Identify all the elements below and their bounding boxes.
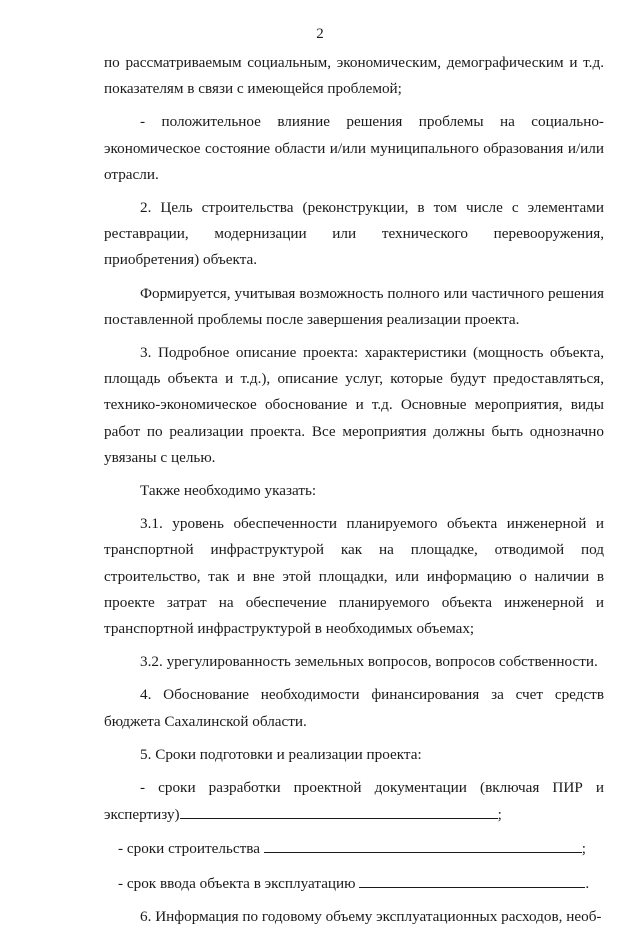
- page-number: 2: [316, 26, 324, 42]
- paragraph-funding-justification: 4. Обоснование необходимости финансирования за счет средств бюджета Сахалинской области.: [104, 686, 604, 730]
- paragraph-also-specify: Также необходимо указать:: [140, 482, 317, 500]
- paragraph-infrastructure: 3.1. уровень обеспеченности планируемого объекта инженерной и транспортной инфраструктурой как на площадке, отводимой под строительство, так и вне этой площадки, или информацию о наличии в проекте затрат на обеспечение планируемого объекта инженерной и транспортной инфраструктурой в необходимых объемах;: [104, 515, 604, 638]
- commissioning-timeline-end: .: [585, 874, 590, 892]
- paragraph-timeline-heading: 5. Сроки подготовки и реализации проекта:: [140, 745, 422, 763]
- paragraph-goal-formation: Формируется, учитывая возможность полного или частичного решения поставленной проблемы после завершения реализации проекта.: [104, 284, 604, 328]
- paragraph-project-description: 3. Подробное описание проекта: характеристики (мощность объекта, площадь объекта и т.д.), описание услуг, которые будут предоставляться, технико-экономическое обоснование и т.д. Основные мероприятия, виды работ по реализации проекта. Все мероприятия должны быть однозначно увязаны с целью.: [104, 344, 604, 466]
- paragraph-goal: 2. Цель строительства (реконструкции, в том числе с элементами реставрации, модернизации или технического перевооружения, приобретения) объекта.: [104, 199, 604, 269]
- paragraph-commissioning-timeline: [104, 870, 604, 897]
- paragraph-positive-impact: - положительное влияние решения проблемы на социально-экономическое состояние области и/или муниципального образования и/или отрасли.: [104, 113, 604, 183]
- paragraph-indicators: по рассматриваемым социальным, экономическим, демографическим и т.д. показателям в связи с имеющейся проблемой;: [104, 54, 604, 98]
- paragraph-land-issues: 3.2. урегулированность земельных вопросов, вопросов собственности.: [140, 653, 598, 671]
- paragraph-design-timeline: [104, 775, 604, 828]
- design-timeline-label: - сроки разработки проектной документации (включая ПИР и экспертизу): [104, 779, 604, 824]
- paragraph-operating-costs: 6. Информация по годовому объему эксплуатационных расходов, необ-: [140, 907, 602, 925]
- design-timeline-blank: [180, 801, 498, 819]
- design-timeline-end: ;: [497, 806, 502, 824]
- document-body: [104, 50, 604, 930]
- paragraph-construction-timeline: [104, 835, 604, 862]
- construction-timeline-end: ;: [581, 840, 586, 858]
- commissioning-timeline-label: - срок ввода объекта в эксплуатацию: [118, 874, 356, 892]
- commissioning-timeline-blank: [359, 870, 585, 888]
- construction-timeline-label: - сроки строительства: [118, 840, 260, 858]
- construction-timeline-blank: [264, 835, 582, 853]
